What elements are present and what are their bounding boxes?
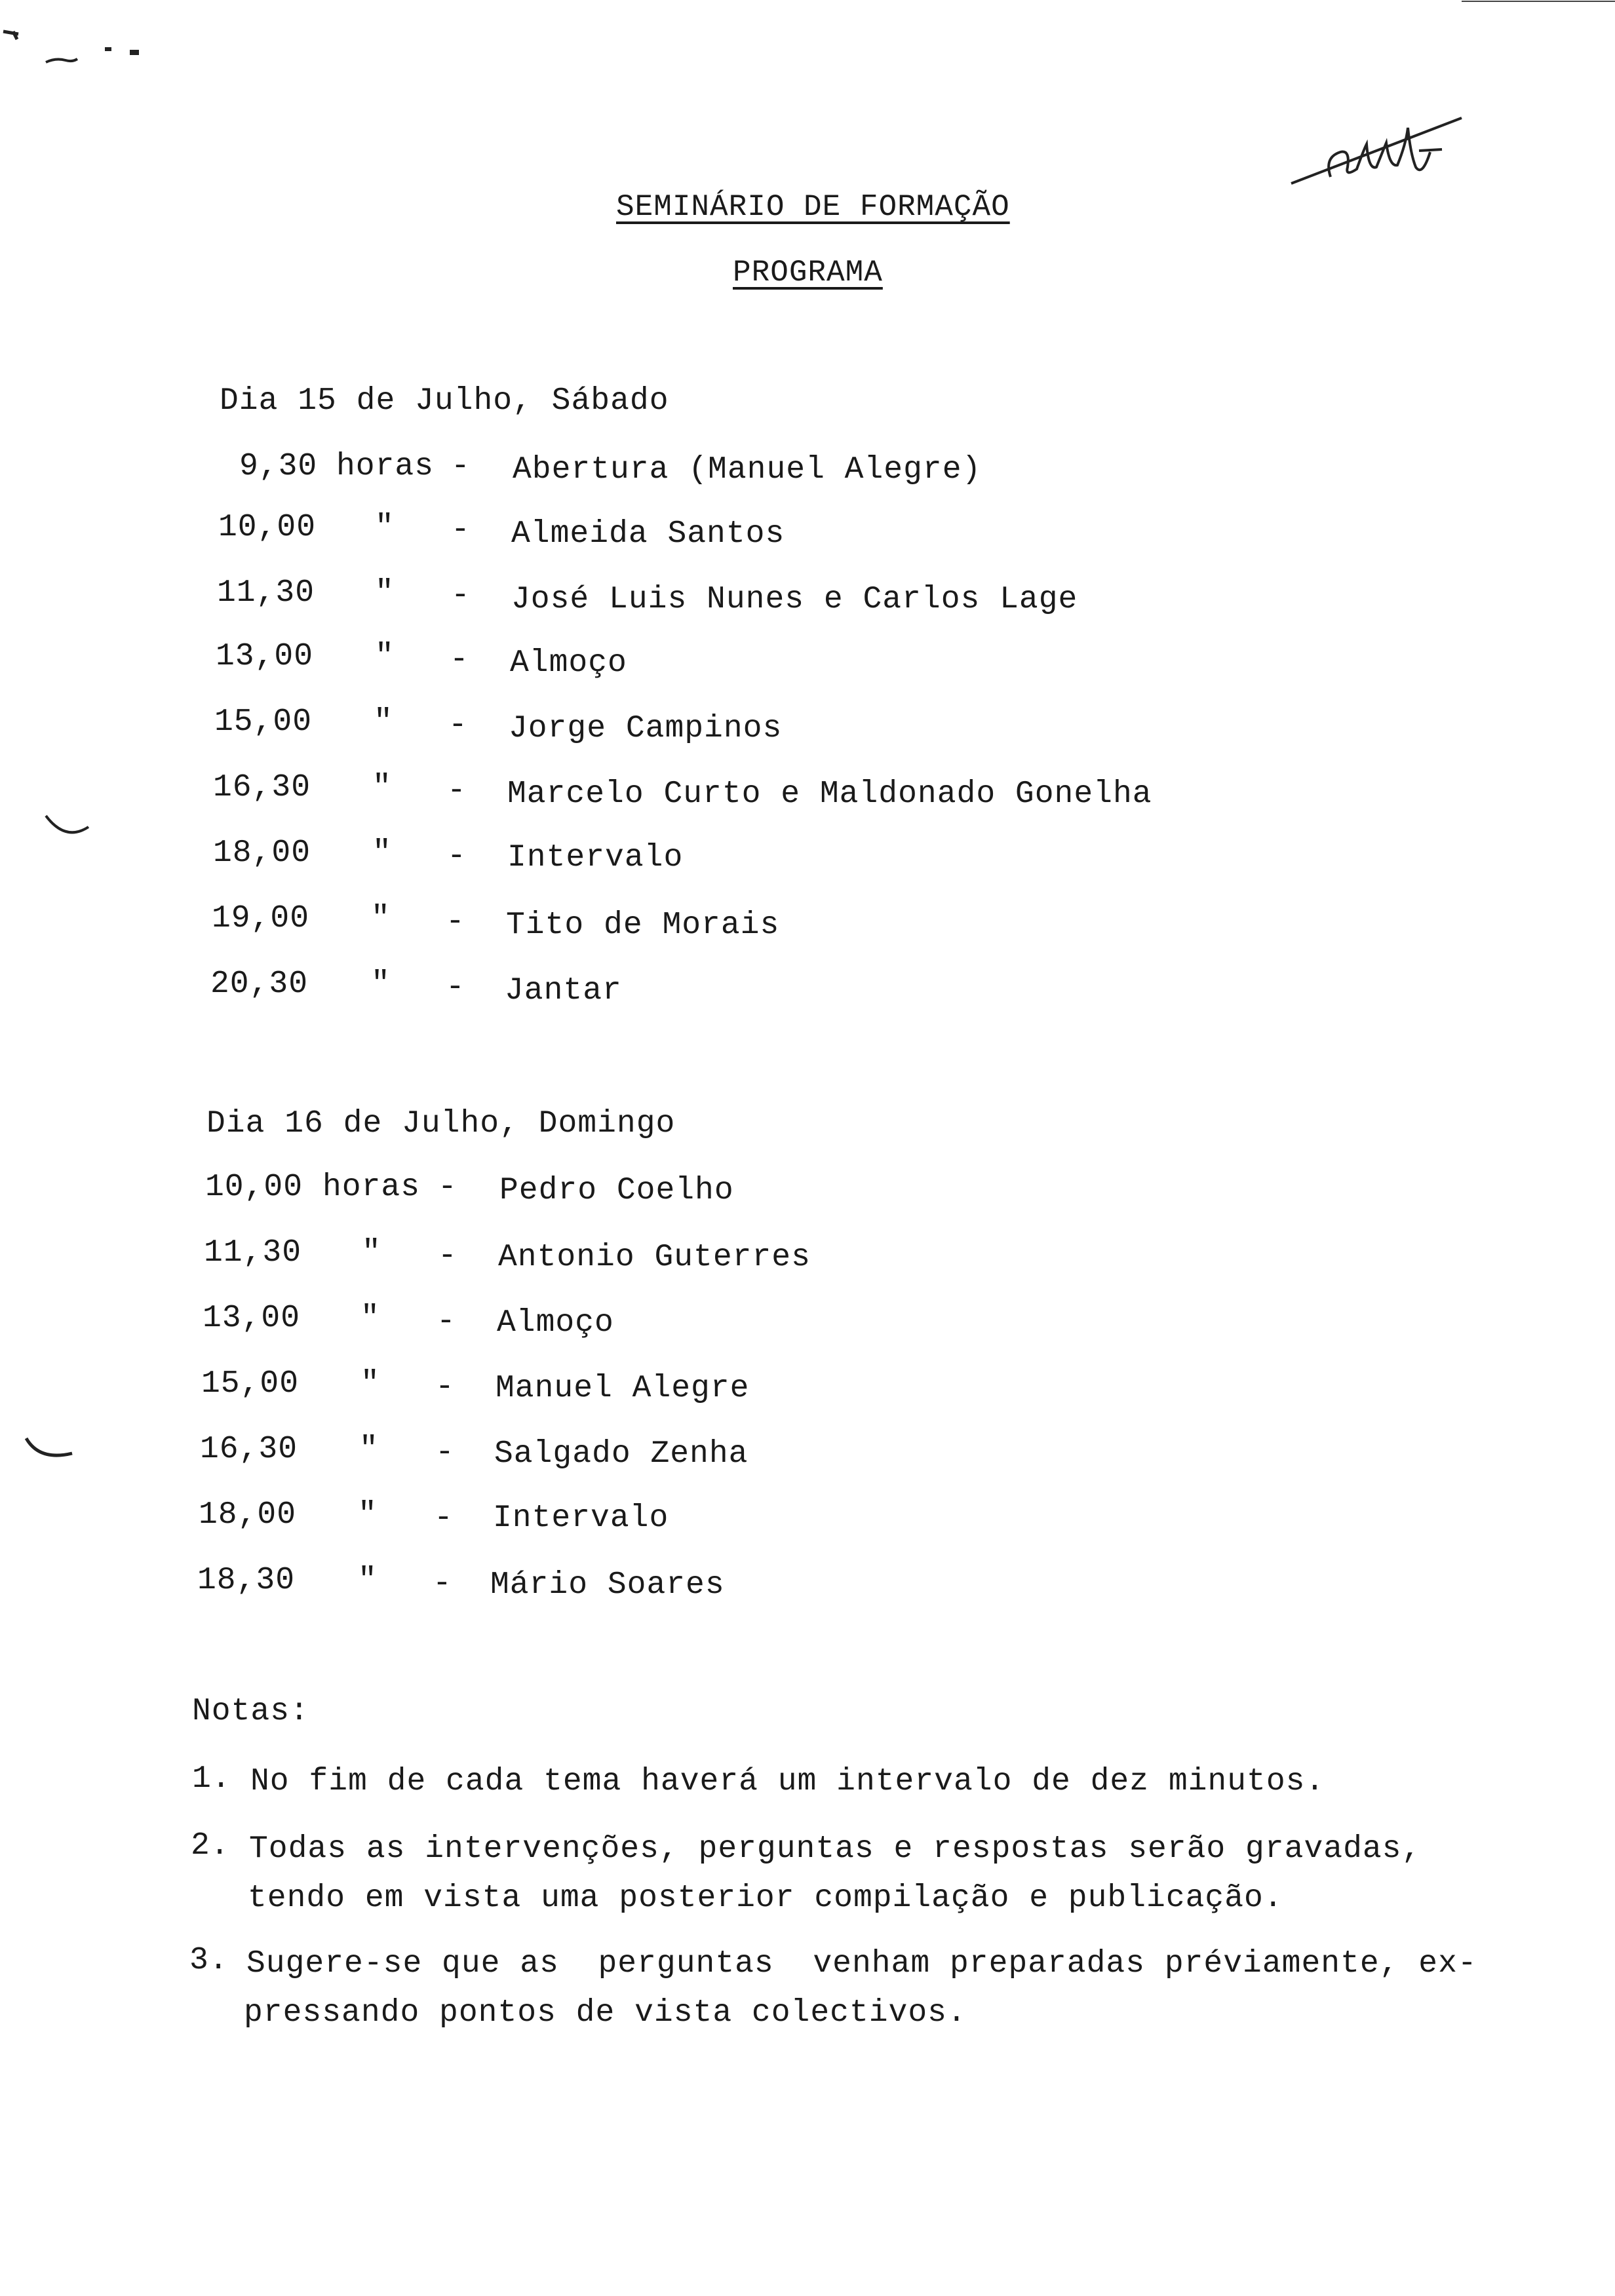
speaker: Jantar	[505, 973, 622, 1008]
day1-heading: Dia 15 de Julho, Sábado	[220, 383, 669, 419]
speaker: Manuel Alegre	[496, 1371, 750, 1406]
time: 20,30	[210, 966, 309, 1002]
time-unit: horas	[336, 449, 435, 484]
speaker: Tito de Morais	[506, 908, 780, 943]
ditto-mark: "	[371, 901, 390, 936]
time: 13,00	[216, 639, 314, 674]
separator-dash: -	[435, 1435, 454, 1470]
separator-dash: -	[447, 773, 466, 809]
separator-dash: -	[446, 904, 465, 940]
separator-dash: -	[438, 1170, 457, 1205]
note-text: Sugere-se que as perguntas venham preparadas préviamente, ex-	[246, 1946, 1477, 1981]
ditto-mark: "	[358, 1563, 377, 1598]
page-subtitle: PROGRAMA	[733, 256, 883, 290]
separator-dash: -	[438, 1238, 457, 1274]
ditto-mark: "	[375, 575, 394, 611]
time: 11,30	[204, 1235, 302, 1271]
time: 11,30	[217, 575, 315, 611]
note-number: 2.	[191, 1828, 230, 1864]
note-text: No fim de cada tema haverá um intervalo de dez minutos.	[250, 1764, 1325, 1799]
note-text: pressando pontos de vista colectivos.	[244, 1995, 967, 2031]
separator-dash: -	[437, 1304, 456, 1339]
separator-dash: -	[446, 970, 465, 1005]
separator-dash: -	[435, 1369, 454, 1405]
speaker: Marcelo Curto e Maldonado Gonelha	[507, 776, 1152, 812]
time: 16,30	[213, 770, 311, 805]
ditto-mark: "	[358, 1497, 377, 1533]
day2-heading: Dia 16 de Julho, Domingo	[206, 1106, 676, 1141]
ditto-mark: "	[360, 1301, 379, 1336]
speaker: Mário Soares	[490, 1567, 725, 1603]
ditto-mark: "	[371, 966, 390, 1002]
note-number: 1.	[192, 1761, 231, 1797]
speaker: Almoço	[497, 1305, 614, 1341]
separator-dash: -	[448, 708, 467, 743]
time: 18,00	[213, 835, 311, 871]
time: 13,00	[203, 1301, 301, 1336]
time: 18,30	[197, 1563, 296, 1598]
ditto-mark: "	[375, 639, 394, 674]
ditto-mark: "	[359, 1432, 378, 1467]
time: 18,00	[199, 1497, 297, 1533]
ditto-mark: "	[372, 770, 391, 805]
separator-dash: -	[433, 1566, 452, 1601]
speaker: Salgado Zenha	[494, 1436, 749, 1472]
time: 16,30	[200, 1432, 298, 1467]
speaker: Intervalo	[493, 1501, 669, 1536]
ditto-mark: "	[372, 835, 391, 871]
time: 15,00	[214, 704, 313, 740]
separator-dash: -	[447, 839, 466, 874]
time: 10,00	[218, 510, 317, 545]
note-text: Todas as intervenções, perguntas e respostas serão gravadas,	[249, 1831, 1422, 1867]
separator-dash: -	[450, 642, 469, 678]
speaker: Pedro Coelho	[499, 1173, 734, 1208]
speaker: Almoço	[510, 645, 627, 681]
speaker: Antonio Guterres	[498, 1240, 811, 1275]
ditto-mark: "	[375, 510, 394, 545]
notes-heading: Notas:	[192, 1694, 309, 1729]
ditto-mark: "	[362, 1235, 381, 1271]
speaker: José Luis Nunes e Carlos Lage	[511, 582, 1078, 617]
speaker: Intervalo	[507, 840, 684, 875]
separator-dash: -	[451, 578, 470, 613]
separator-dash: -	[434, 1501, 453, 1536]
speaker: Jorge Campinos	[509, 711, 783, 746]
handwritten-initials	[1285, 105, 1468, 197]
ditto-mark: "	[374, 704, 393, 740]
page-title: SEMINÁRIO DE FORMAÇÃO	[616, 190, 1010, 224]
time: 10,00	[205, 1170, 303, 1205]
time: 19,00	[212, 901, 310, 936]
time-unit: horas	[322, 1170, 421, 1205]
speaker: Almeida Santos	[511, 516, 785, 552]
separator-dash: -	[451, 512, 470, 548]
separator-dash: -	[451, 449, 470, 484]
time: 15,00	[201, 1366, 300, 1402]
note-text: tendo em vista uma posterior compilação e publicação.	[248, 1881, 1283, 1916]
ditto-mark: "	[360, 1366, 379, 1402]
time: 9,30	[239, 449, 318, 484]
speaker: Abertura (Manuel Alegre)	[513, 452, 982, 488]
note-number: 3.	[189, 1943, 229, 1978]
